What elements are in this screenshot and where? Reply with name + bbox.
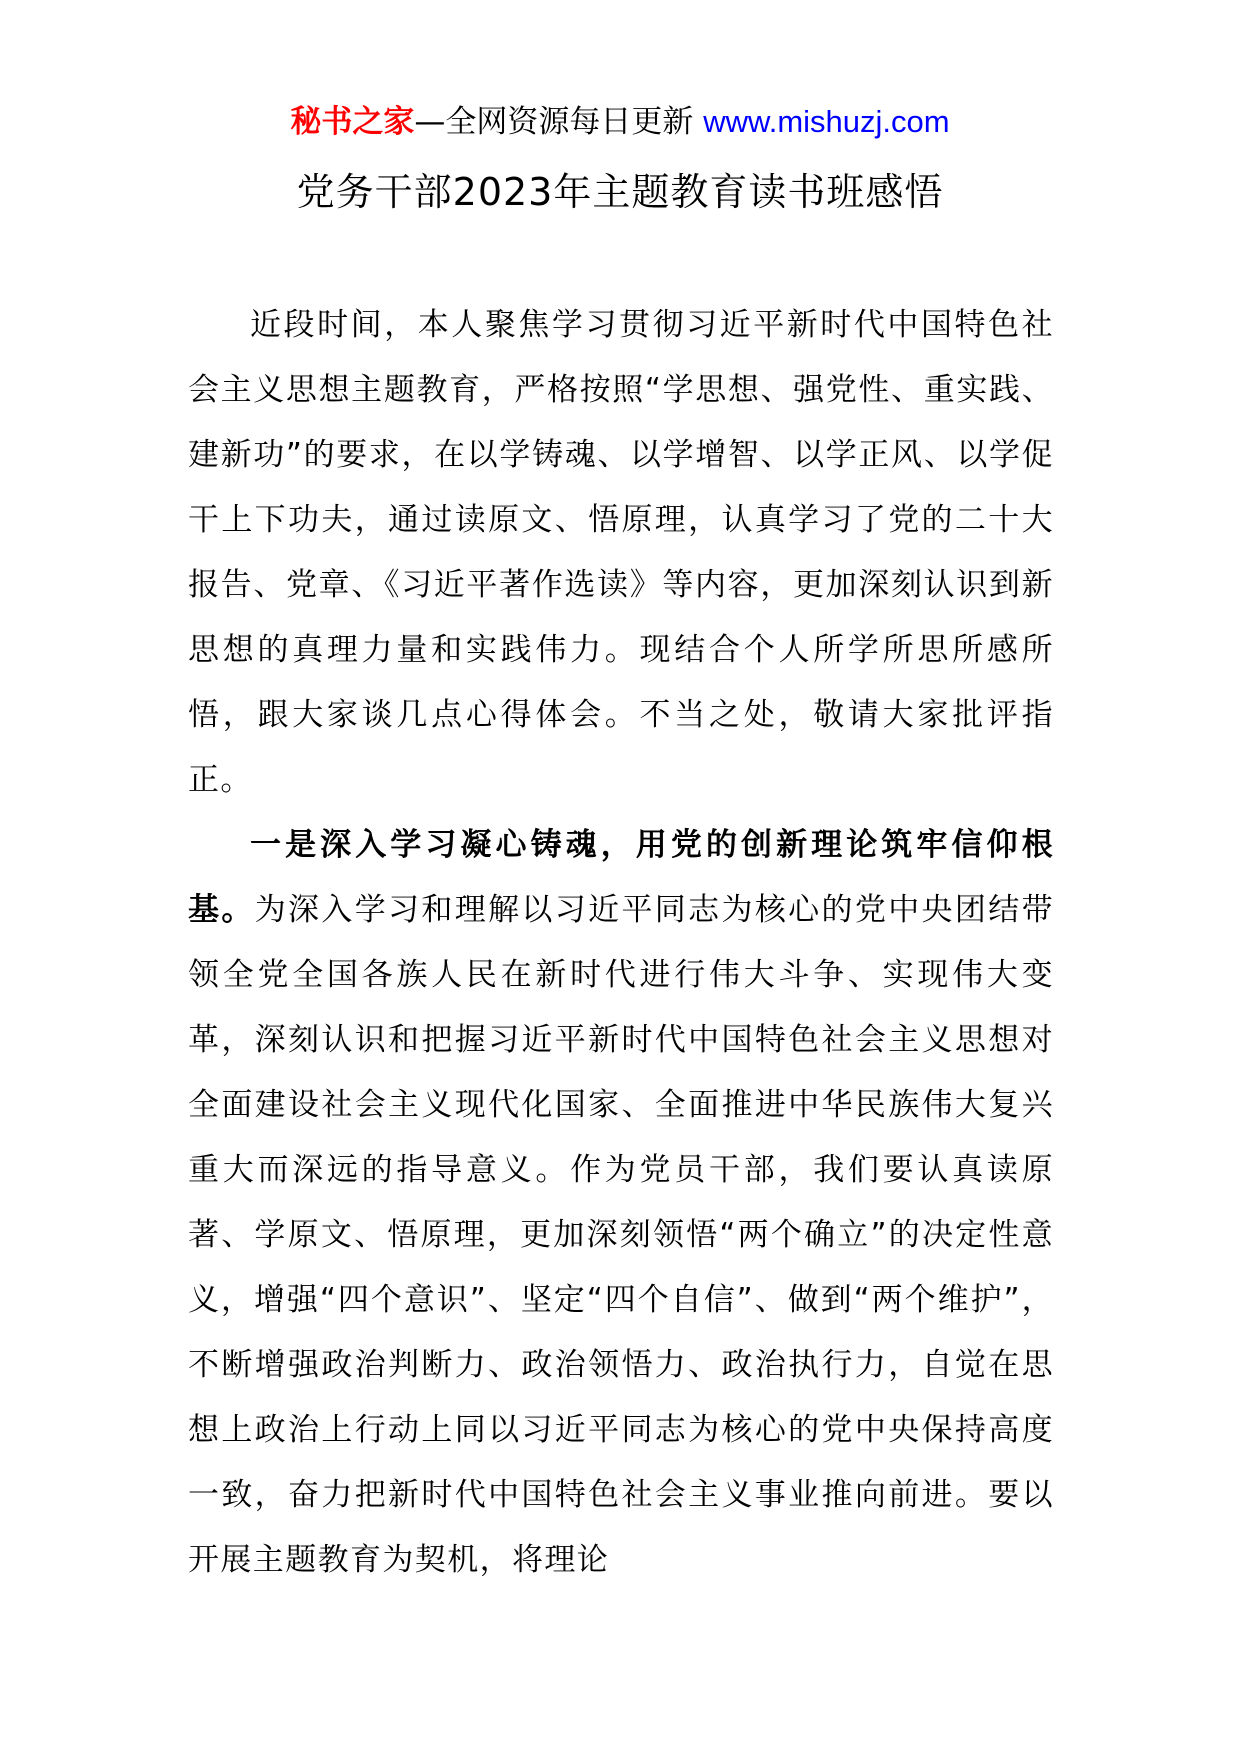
- brand-name: 秘书之家: [290, 104, 415, 140]
- document-body: [188, 293, 1054, 1593]
- paragraph-intro-text: 近段时间，本人聚焦学习贯彻习近平新时代中国特色社会主义思想主题教育，严格按照“学思想、强党性、重实践、建新功”的要求，在以学铸魂、以学增智、以学正风、以学促干上下功夫，通过读原文、悟原理，认真学习了党的二十大报告、党章、《习近平著作选读》等内容，更加深刻认识到新思想的真理力量和实践伟力。现结合个人所学所思所感所悟，跟大家谈几点心得体会。不当之处，敬请大家批评指正。: [188, 307, 1054, 798]
- site-url-link[interactable]: www.mishuzj.com: [703, 104, 950, 139]
- paragraph-point-one: [188, 813, 1054, 1593]
- site-header: [0, 100, 1240, 144]
- site-slogan: —全网资源每日更新: [414, 104, 694, 140]
- paragraph-point-one-heading: 一是深入学习凝心铸魂，用党的创新理论筑牢信仰根基。: [188, 827, 1054, 928]
- document-title: 党务干部2023年主题教育读书班感悟: [296, 170, 944, 214]
- paragraph-intro: [188, 293, 1054, 813]
- paragraph-point-one-text: 为深入学习和理解以习近平同志为核心的党中央团结带领全党全国各族人民在新时代进行伟大斗争、实现伟大变革，深刻认识和把握习近平新时代中国特色社会主义思想对全面建设社会主义现代化国家、全面推进中华民族伟大复兴重大而深远的指导意义。作为党员干部，我们要认真读原著、学原文、悟原理，更加深刻领悟“两个确立”的决定性意义，增强“四个意识”、坚定“四个自信”、做到“两个维护”，不断增强政治判断力、政治领悟力、政治执行力，自觉在思想上政治上行动上同以习近平同志为核心的党中央保持高度一致，奋力把新时代中国特色社会主义事业推向前进。要以开展主题教育为契机，将理论: [188, 892, 1054, 1578]
